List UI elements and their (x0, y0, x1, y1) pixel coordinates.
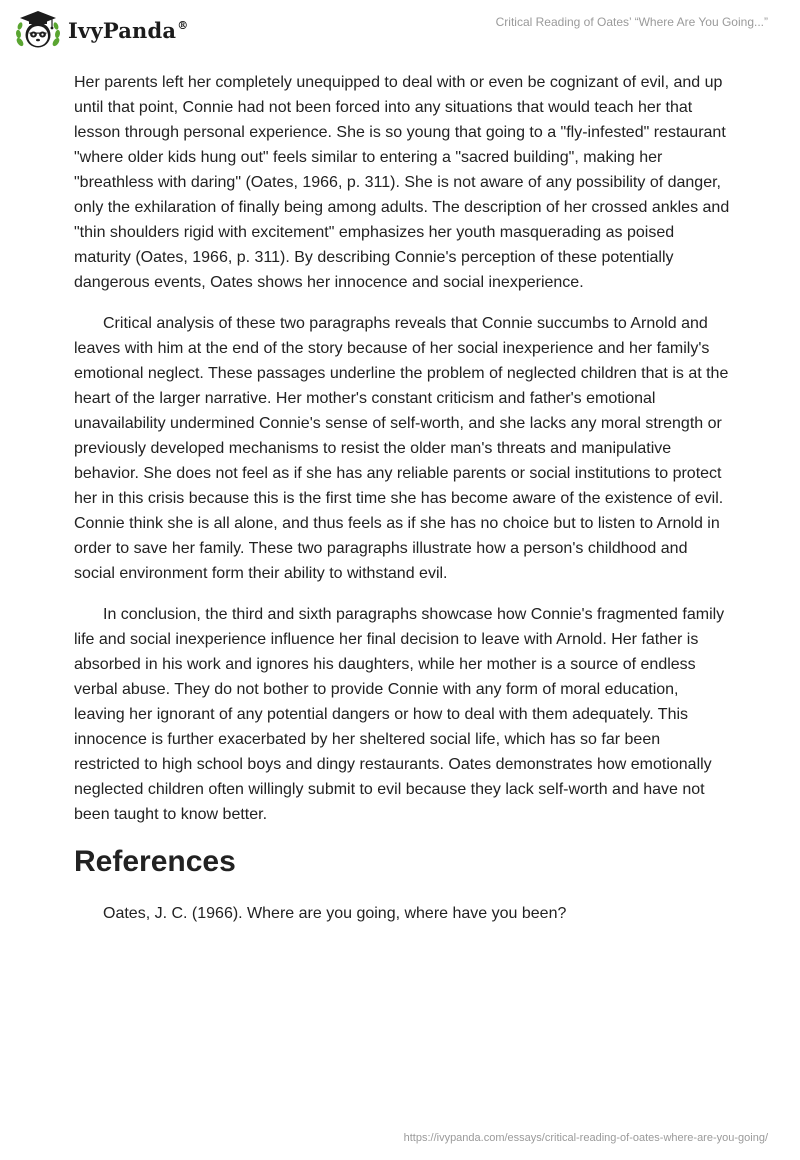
body-paragraph-2: Critical analysis of these two paragraphs reveals that Connie succumbs to Arnold and leaves with him at the end of the story because of her social inexperience and her family's emotional neglect. These passages underline the problem of neglected children that is at the heart of the larger narrative. Her mother's constant criticism and father's emotional unavailability undermined Connie's sense of self-worth, and she lacks any moral strength or previously developed mechanisms to resist the older man's threats and manipulative behavior. She does not feel as if she has any reliable parents or social institutions to protect her in this crisis because this is the first time she has become aware of the existence of evil. Connie think she is all alone, and thus feels as if she has no choice but to listen to Arnold in order to save her family. These two paragraphs illustrate how a person's childhood and social environment form their ability to withstand evil. (74, 315, 729, 582)
document-title: Critical Reading of Oates’ “Where Are You Going...” (495, 15, 768, 29)
page-header (0, 0, 800, 68)
references-heading: References (74, 845, 236, 878)
registered-mark: ® (177, 18, 189, 32)
panda-graduate-icon (14, 8, 62, 52)
essay-body (74, 70, 730, 942)
body-paragraph-1: Her parents left her completely unequipped to deal with or even be cognizant of evil, and up until that point, Connie had not been forced into any situations that would teach her that lesson through personal experience. She is so young that going to a "fly-infested" restaurant "where older kids hung out" feels similar to entering a "sacred building", making her "breathless with daring" (Oates, 1966, p. 311). She is not aware of any possibility of danger, only the exhilaration of finally being among adults. The description of her crossed ankles and "thin shoulders rigid with excitement" emphasizes her youth masquerading as poised maturity (Oates, 1966, p. 311). By describing Connie's perception of these potentially dangerous events, Oates shows her innocence and social inexperience. (74, 74, 730, 291)
source-url[interactable]: https://ivypanda.com/essays/critical-reading-of-oates-where-are-you-going/ (403, 1132, 768, 1144)
reference-item-1: Oates, J. C. (1966). Where are you going, where have you been? (103, 905, 567, 922)
body-paragraph-3: In conclusion, the third and sixth paragraphs showcase how Connie's fragmented family life and social inexperience influence her final decision to leave with Arnold. Her father is absorbed in his work and ignores his daughters, while her mother is a source of endless verbal abuse. They do not bother to provide Connie with any form of moral education, leaving her ignorant of any potential dangers or how to deal with them adequately. This innocence is further exacerbated by her sheltered social life, which has so far been restricted to high school boys and dingy restaurants. Oates demonstrates how emotionally neglected children often willingly submit to evil because they lack self-worth and have not been taught to know better. (74, 606, 725, 823)
brand-name: IvyPanda® (68, 17, 189, 43)
ivypanda-logo[interactable] (14, 8, 188, 52)
